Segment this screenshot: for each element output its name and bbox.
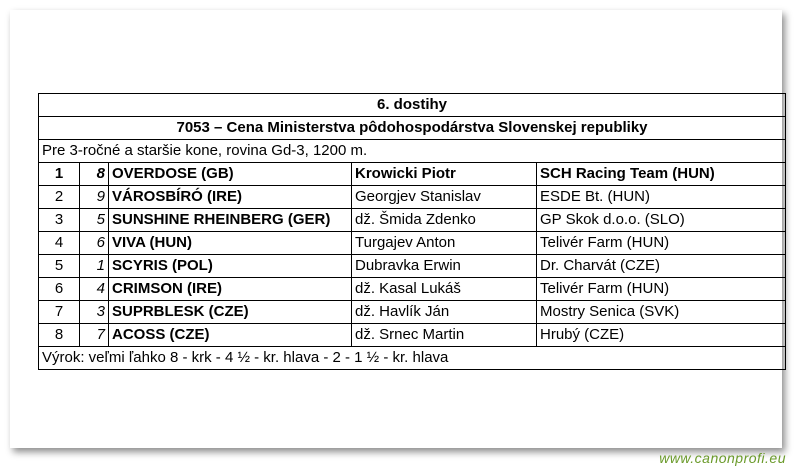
verdict-row bbox=[39, 347, 786, 370]
owner-name: Telivér Farm (HUN) bbox=[537, 278, 786, 301]
horse-number: 9 bbox=[80, 186, 109, 209]
owner-name: Dr. Charvát (CZE) bbox=[537, 255, 786, 278]
result-row bbox=[39, 209, 786, 232]
result-row bbox=[39, 232, 786, 255]
horse-number: 5 bbox=[80, 209, 109, 232]
owner-name: SCH Racing Team (HUN) bbox=[537, 163, 786, 186]
race-name: 7053 – Cena Ministerstva pôdohospodárstva Slovenskej republiky bbox=[39, 117, 786, 140]
result-row bbox=[39, 186, 786, 209]
horse-number: 3 bbox=[80, 301, 109, 324]
jockey-name: dž. Šmida Zdenko bbox=[352, 209, 537, 232]
horse-name: ACOSS (CZE) bbox=[109, 324, 352, 347]
horse-number: 8 bbox=[80, 163, 109, 186]
horse-name: VIVA (HUN) bbox=[109, 232, 352, 255]
result-row bbox=[39, 324, 786, 347]
site-watermark: www.canonprofi.eu bbox=[659, 450, 786, 466]
horse-number: 1 bbox=[80, 255, 109, 278]
owner-name: GP Skok d.o.o. (SLO) bbox=[537, 209, 786, 232]
race-conditions: Pre 3-ročné a staršie kone, rovina Gd-3, 1200 m. bbox=[39, 140, 786, 163]
horse-number: 6 bbox=[80, 232, 109, 255]
horse-name: SUPRBLESK (CZE) bbox=[109, 301, 352, 324]
owner-name: Telivér Farm (HUN) bbox=[537, 232, 786, 255]
finish-position: 5 bbox=[39, 255, 80, 278]
horse-name: OVERDOSE (GB) bbox=[109, 163, 352, 186]
finish-position: 4 bbox=[39, 232, 80, 255]
result-row bbox=[39, 255, 786, 278]
finish-position: 3 bbox=[39, 209, 80, 232]
horse-name: VÁROSBÍRÓ (IRE) bbox=[109, 186, 352, 209]
finish-position: 2 bbox=[39, 186, 80, 209]
race-name-row bbox=[39, 117, 786, 140]
owner-name: ESDE Bt. (HUN) bbox=[537, 186, 786, 209]
jockey-name: dž. Kasal Lukáš bbox=[352, 278, 537, 301]
horse-name: CRIMSON (IRE) bbox=[109, 278, 352, 301]
jockey-name: Turgajev Anton bbox=[352, 232, 537, 255]
race-conditions-row bbox=[39, 140, 786, 163]
horse-name: SUNSHINE RHEINBERG (GER) bbox=[109, 209, 352, 232]
jockey-name: Georgjev Stanislav bbox=[352, 186, 537, 209]
result-row bbox=[39, 163, 786, 186]
owner-name: Mostry Senica (SVK) bbox=[537, 301, 786, 324]
finish-position: 7 bbox=[39, 301, 80, 324]
jockey-name: Krowicki Piotr bbox=[352, 163, 537, 186]
race-results-table bbox=[38, 93, 786, 370]
horse-number: 4 bbox=[80, 278, 109, 301]
horse-number: 7 bbox=[80, 324, 109, 347]
finish-position: 8 bbox=[39, 324, 80, 347]
result-row bbox=[39, 278, 786, 301]
race-verdict: Výrok: veľmi ľahko 8 - krk - 4 ½ - kr. hlava - 2 - 1 ½ - kr. hlava bbox=[39, 347, 786, 370]
document-page bbox=[10, 10, 782, 448]
result-row bbox=[39, 301, 786, 324]
jockey-name: Dubravka Erwin bbox=[352, 255, 537, 278]
jockey-name: dž. Havlík Ján bbox=[352, 301, 537, 324]
race-title-row bbox=[39, 94, 786, 117]
horse-name: SCYRIS (POL) bbox=[109, 255, 352, 278]
race-title: 6. dostihy bbox=[39, 94, 786, 117]
finish-position: 1 bbox=[39, 163, 80, 186]
jockey-name: dž. Srnec Martin bbox=[352, 324, 537, 347]
finish-position: 6 bbox=[39, 278, 80, 301]
owner-name: Hrubý (CZE) bbox=[537, 324, 786, 347]
